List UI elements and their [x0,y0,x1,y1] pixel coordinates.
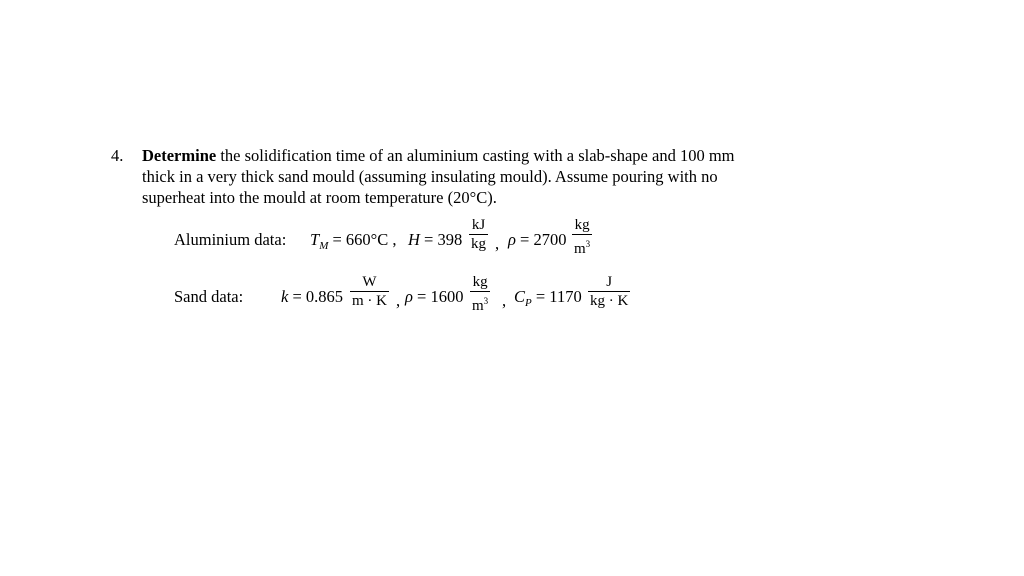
thermal-conductivity: k = 0.865 [281,287,344,306]
problem-line-2: thick in a very thick sand mould (assuming insulating mould). Assume pouring with no [142,167,718,186]
sand-density-unit: kg $m^3$ [472,274,489,314]
problem-keyword: Determine [142,146,217,165]
problem-paragraph [142,145,792,208]
latent-heat: H = 398 [408,230,463,249]
specific-heat-unit: J kg · K [590,274,629,309]
separator-comma: , [495,234,500,253]
aluminium-density: ρ = 2700 [508,230,567,249]
separator-comma: , [502,291,507,310]
sand-density: ρ = 1600 [405,287,464,306]
aluminium-data-label: Aluminium data: [174,230,287,249]
problem-number: 4. [111,146,124,165]
problem-line-1 [142,145,792,166]
melting-temperature: $T_M = 660^\circ C$ , [310,230,397,252]
problem-line-3: superheat into the mould at room temperature (20°C). [142,188,497,207]
aluminium-density-unit: kg $m^3$ [574,217,591,257]
specific-heat: $C_P = 1170$ [514,287,582,309]
thermal-conductivity-unit: W m · K [352,274,387,309]
separator-comma: , [396,291,401,310]
problem-line-1-text: the solidification time of an aluminium casting with a slab-shape and 100 mm [216,146,735,165]
sand-data-label: Sand data: [174,287,244,306]
latent-heat-unit: kJ kg [471,217,486,252]
